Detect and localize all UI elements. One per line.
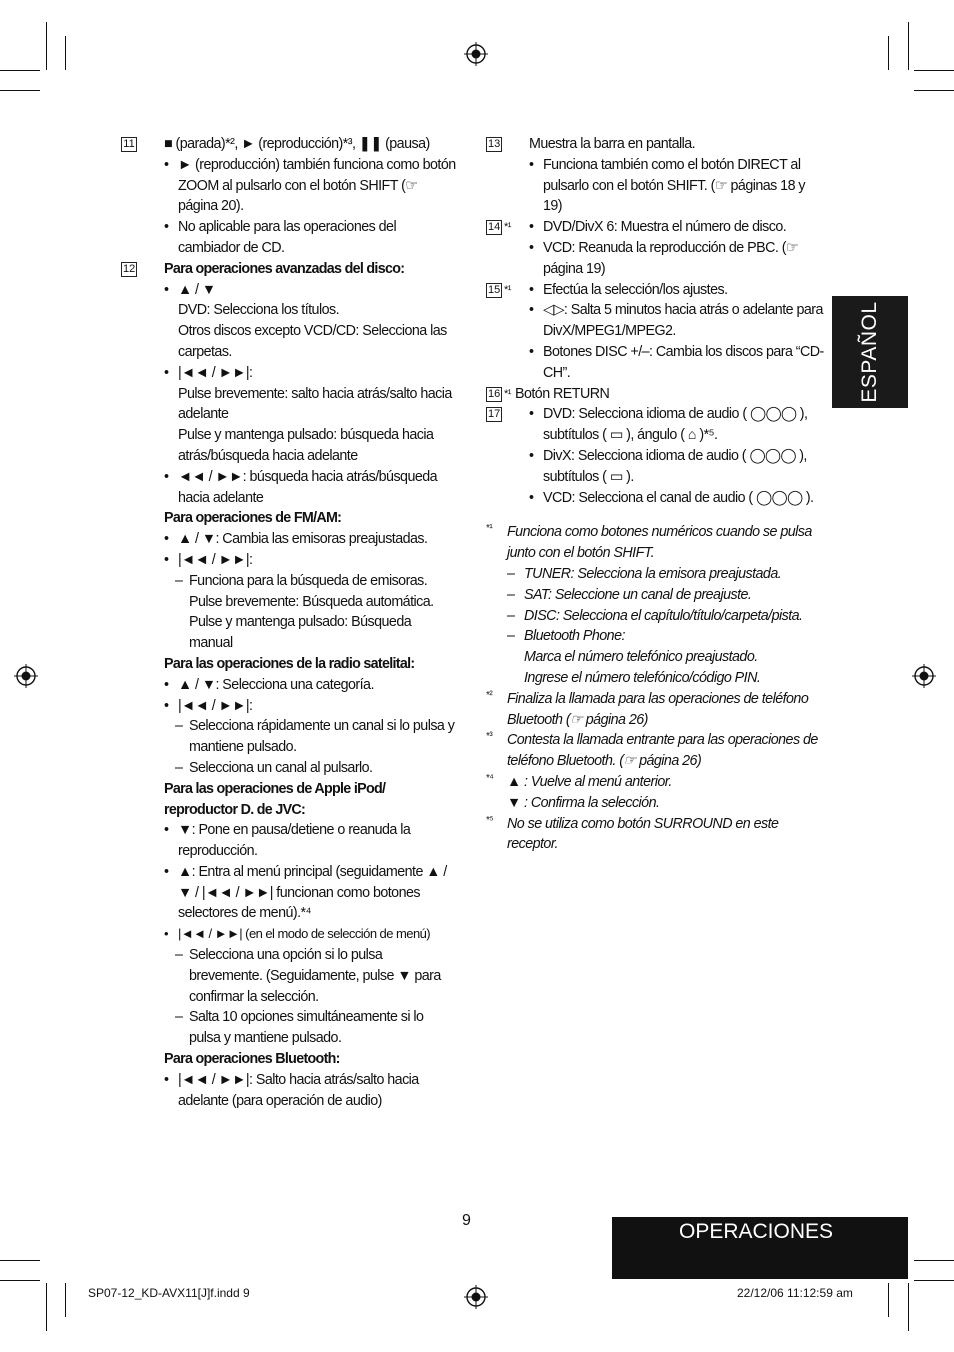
item-number: 12 — [123, 262, 136, 275]
footnote-marker: *³ — [486, 731, 493, 743]
footnote — [486, 730, 826, 772]
bullet: • |◄◄ / ►►| (en el modo de selección de menú) — [164, 924, 457, 945]
footnote — [486, 689, 826, 731]
footnotes — [486, 522, 826, 855]
crop-mark — [0, 1260, 40, 1261]
crop-mark — [908, 22, 909, 70]
bullet: • ► (reproducción) también funciona como botón ZOOM al pulsarlo con el botón SHIFT (☞ página 20). — [164, 155, 457, 217]
crop-mark — [888, 1283, 889, 1317]
item-number: 16 — [488, 387, 501, 400]
footnote-line: ▼ : Confirma la selección. — [507, 794, 660, 811]
footnote-dash — [486, 626, 826, 688]
bullet-line: Pulse brevemente: salto hacia atrás/salto hacia adelante — [178, 385, 452, 423]
footnote-dash: – SAT: Seleccione un canal de preajuste. — [486, 585, 826, 606]
footnote — [486, 522, 826, 564]
item-14 — [486, 217, 826, 279]
bullet-line: • ▲ / ▼ — [178, 281, 216, 298]
bullet — [164, 363, 457, 467]
item-number: 14 — [488, 221, 501, 234]
footnote-marker: *⁵ — [486, 814, 493, 826]
bullet-line: • |◄◄ / ►►|: — [178, 364, 253, 381]
dash-line: Pulse y mantenga pulsado: Búsqueda manual — [189, 614, 412, 652]
registration-mark-icon — [464, 42, 488, 66]
crop-mark — [914, 1280, 954, 1281]
item-17 — [486, 404, 826, 508]
dash-item: – Selecciona rápidamente un canal si lo pulsa y mantiene pulsado. — [164, 716, 457, 758]
crop-mark — [65, 36, 66, 70]
bullet: • DVD: Selecciona idioma de audio ( ◯◯◯ ), subtítulos ( ▭ ), ángulo ( ⌂ )*⁵. — [529, 404, 826, 446]
left-column — [121, 134, 457, 1111]
bullet: • No aplicable para las operaciones del cambiador de CD. — [164, 217, 457, 259]
bullet: • ▼: Pone en pausa/detiene o reanuda la reproducción. — [164, 820, 457, 862]
bullet: • VCD: Reanuda la reproducción de PBC. (☞ página 19) — [529, 238, 826, 280]
item-line: ■ (parada)*², ► (reproducción)*³, ❚❚ (pausa) — [164, 136, 430, 152]
bullet-line: Pulse y mantenga pulsado: búsqueda hacia atrás/búsqueda hacia adelante — [178, 427, 434, 464]
page-number: 9 — [462, 1212, 471, 1229]
bullet: • Botones DISC +/–: Cambia los discos para “CD-CH”. — [529, 342, 826, 384]
footnote-dash: – DISC: Selecciona el capítulo/título/carpeta/pista. — [486, 606, 826, 627]
item-footnote-marker: *¹ — [504, 221, 511, 234]
footnote-text: No se utiliza como botón SURROUND en este receptor. — [507, 815, 779, 853]
footnote-line: ▲ : Vuelve al menú anterior. — [507, 773, 672, 790]
item-12 — [121, 259, 457, 1112]
footnote-marker: *¹ — [486, 523, 493, 535]
footnote-text: Funciona como botones numéricos cuando se pulsa junto con el botón SHIFT. — [507, 524, 812, 562]
right-column — [486, 134, 826, 855]
bullet: • ◄◄ / ►►: búsqueda hacia atrás/búsqueda hacia adelante — [164, 467, 457, 509]
crop-mark — [908, 1283, 909, 1331]
dash-item: – Selecciona un canal al pulsarlo. — [164, 758, 457, 779]
item-number: 17 — [488, 408, 501, 421]
item-footnote-marker: *¹ — [504, 387, 511, 400]
dash-line: Pulse brevemente: Búsqueda automática. — [189, 593, 434, 610]
footnote-text: Contesta la llamada entrante para las operaciones de teléfono Bluetooth. (☞ página 26) — [507, 732, 818, 770]
registration-mark-icon — [14, 664, 38, 688]
bullet: • ◁▷: Salta 5 minutos hacia atrás o adelante para DivX/MPEG1/MPEG2. — [529, 300, 826, 342]
item-15 — [486, 280, 826, 384]
dash-item — [164, 571, 457, 654]
bullet: • ▲ / ▼: Cambia las emisoras preajustadas. — [164, 529, 457, 550]
crop-mark — [914, 90, 954, 91]
slug-date: 22/12/06 11:12:59 am — [737, 1286, 853, 1300]
footnote-line: Ingrese el número telefónico/código PIN. — [524, 669, 761, 686]
item-16 — [486, 384, 826, 405]
bullet: • |◄◄ / ►►|: — [164, 550, 457, 571]
bullet: • ▲ / ▼: Selecciona una categoría. — [164, 675, 457, 696]
item-number: 11 — [121, 137, 137, 152]
item-11 — [121, 134, 457, 259]
dash-item: – Salta 10 opciones simultáneamente si lo pulsa y mantiene pulsado. — [164, 1007, 457, 1049]
crop-mark — [0, 70, 40, 71]
crop-mark — [914, 70, 954, 71]
footnote-dash: – TUNER: Selecciona la emisora preajustada. — [486, 564, 826, 585]
bullet — [164, 280, 457, 363]
section-heading: Para las operaciones de la radio satelital: — [164, 655, 415, 672]
slug-file: SP07-12_KD-AVX11[J]f.indd 9 — [88, 1286, 250, 1300]
crop-mark — [888, 36, 889, 70]
bullet: • Efectúa la selección/los ajustes. — [529, 280, 826, 301]
footnote-line: – Bluetooth Phone: — [524, 628, 625, 645]
item-13 — [486, 134, 826, 217]
bullet-line: DVD: Selecciona los títulos. — [178, 302, 340, 319]
section-heading: Para operaciones de FM/AM: — [164, 510, 342, 527]
registration-mark-icon — [464, 1285, 488, 1309]
bullet-line: Otros discos excepto VCD/CD: Selecciona las carpetas. — [178, 323, 447, 360]
section-heading: Para operaciones Bluetooth: — [164, 1051, 340, 1068]
bullet: • Funciona también como el botón DIRECT al pulsarlo con el botón SHIFT. (☞ páginas 18 y 19) — [529, 155, 826, 217]
item-line: Botón RETURN — [515, 385, 610, 402]
bullet: • DivX: Selecciona idioma de audio ( ◯◯◯ ), subtítulos ( ▭ ). — [529, 446, 826, 488]
crop-mark — [46, 1283, 47, 1331]
bullet: • VCD: Selecciona el canal de audio ( ◯◯◯ ). — [529, 488, 826, 509]
bullet: • |◄◄ / ►►|: — [164, 696, 457, 717]
footnote-text: Finaliza la llamada para las operaciones de teléfono Bluetooth (☞ página 26) — [507, 690, 809, 728]
dash-line: – Funciona para la búsqueda de emisoras. — [189, 572, 428, 589]
language-tab — [832, 296, 908, 408]
item-footnote-marker: *¹ — [504, 283, 511, 296]
crop-mark — [0, 90, 40, 91]
item-number: 15 — [488, 283, 501, 296]
footnote — [486, 772, 826, 814]
dash-item: – Selecciona una opción si lo pulsa brevemente. (Seguidamente, pulse ▼ para confirmar la selección. — [164, 945, 457, 1007]
item-number: 13 — [488, 138, 501, 150]
bullet: • DVD/DivX 6: Muestra el número de disco. — [529, 217, 826, 238]
registration-mark-icon — [912, 664, 936, 688]
crop-mark — [46, 22, 47, 70]
section-tab — [612, 1217, 908, 1279]
footnote-marker: *² — [486, 689, 493, 701]
section-heading: Para las operaciones de Apple iPod/ reproductor D. de JVC: — [164, 780, 386, 818]
crop-mark — [65, 1283, 66, 1317]
footnote — [486, 814, 826, 856]
footnote-marker: *⁴ — [486, 772, 494, 784]
crop-mark — [914, 1260, 954, 1261]
bullet: • |◄◄ / ►►|: Salto hacia atrás/salto hacia adelante (para operación de audio) — [164, 1070, 457, 1112]
section-tab-label: OPERACIONES — [679, 1220, 834, 1243]
crop-mark — [0, 1280, 40, 1281]
language-tab-label: ESPAÑOL — [858, 301, 881, 403]
item-line: Muestra la barra en pantalla. — [529, 136, 696, 152]
bullet: • ▲: Entra al menú principal (seguidamente ▲ / ▼ / |◄◄ / ►►| funcionan como botones selectores de menú).*⁴ — [164, 862, 457, 924]
section-heading: Para operaciones avanzadas del disco: — [164, 260, 405, 277]
footnote-line: Marca el número telefónico preajustado. — [524, 649, 758, 666]
